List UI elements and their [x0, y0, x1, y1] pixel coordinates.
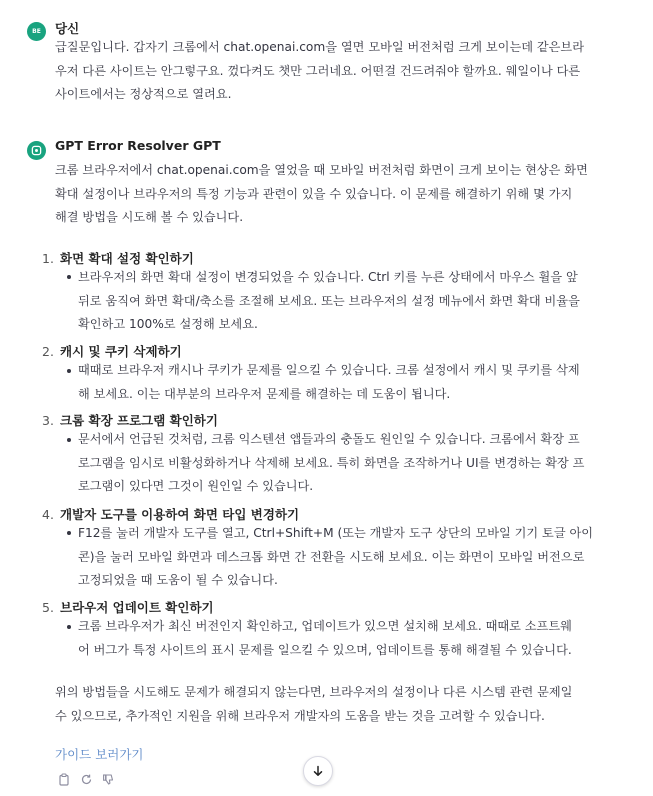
step-1-line: 뒤로 움직여 화면 확대/축소를 조절해 보세요. 또는 브라우저의 설정 메뉴에서 화면 확대 비율을: [78, 293, 580, 308]
assistant-outro: [55, 681, 645, 728]
bullet-dot: [67, 531, 71, 535]
outro-line: 수 있으므로, 추가적인 지원을 위해 브라우저 개발자의 도움을 받는 것을 고려할 수 있습니다.: [55, 708, 545, 723]
bullet-dot: [67, 369, 71, 373]
thumbs-down-icon[interactable]: [101, 772, 115, 786]
step-3-title: [42, 411, 218, 429]
message-actions: [57, 772, 115, 786]
step-1-title-text: 화면 확대 설정 확인하기: [60, 251, 194, 266]
clipboard-icon[interactable]: [57, 772, 71, 786]
step-4-title: [42, 505, 299, 523]
user-message-line: 급질문입니다. 갑자기 크롬에서 chat.openai.com을 열면 모바일 버전처럼 크게 보이는데 같은브라: [55, 40, 584, 54]
step-3-body: [78, 428, 584, 499]
user-avatar: [27, 22, 46, 41]
user-message-text: [55, 36, 645, 107]
step-1-title: [42, 249, 194, 267]
step-5-line: 어 버그가 특정 사이트의 표시 문제를 일으킬 수 있으며, 업데이트를 통해 해결될 수 있습니다.: [78, 642, 572, 657]
intro-line: 해결 방법을 시도해 볼 수 있습니다.: [55, 210, 244, 225]
step-4-line: F12를 눌러 개발자 도구를 열고, Ctrl+Shift+M (또는 개발자 도구 상단의 모바일 기기 토글 아이: [78, 526, 594, 540]
step-2-number: 2.: [42, 344, 54, 359]
outro-line: 위의 방법들을 시도해도 문제가 해결되지 않는다면, 브라우저의 설정이나 다른 시스템 관련 문제일: [55, 685, 573, 699]
bullet-dot: [67, 625, 71, 629]
step-2-body: [78, 359, 580, 406]
step-2-title-text: 캐시 및 쿠키 삭제하기: [60, 344, 182, 359]
step-4-title-text: 개발자 도구를 이용하여 화면 타입 변경하기: [60, 507, 300, 522]
assistant-intro: [55, 159, 645, 230]
step-4-line: 콘)을 눌러 모바일 화면과 데스크톱 화면 간 전환을 시도해 보세요. 이는 화면이 모바일 버전으로: [78, 549, 585, 564]
step-3-title-text: 크롬 확장 프로그램 확인하기: [60, 413, 218, 428]
guide-link[interactable]: 가이드 보러가기: [55, 747, 144, 762]
bullet-dot: [67, 438, 71, 442]
step-5-line: 크롬 브라우저가 최신 버전인지 확인하고, 업데이트가 있으면 설치해 보세요. 때때로 소프트웨: [78, 619, 572, 633]
step-5-title: [42, 598, 214, 616]
step-5-body: [78, 615, 572, 662]
gpt-avatar: [27, 141, 46, 160]
step-3-line: 문서에서 언급된 것처럼, 크롬 익스텐션 앱들과의 충돌도 원인일 수 있습니다. 크롬에서 확장 프: [78, 432, 580, 446]
step-3-line: 로그램이 있다면 그것이 원인일 수 있습니다.: [78, 479, 314, 494]
step-1-body: [78, 266, 580, 337]
step-1-number: 1.: [42, 251, 54, 266]
step-2-line: 해 보세요. 이는 대부분의 브라우저 문제를 해결하는 데 도움이 됩니다.: [78, 386, 451, 401]
user-avatar-initials: BE: [32, 28, 41, 35]
step-5-number: 5.: [42, 600, 54, 615]
step-4-number: 4.: [42, 507, 54, 522]
scroll-to-bottom-button[interactable]: [303, 756, 333, 786]
user-message-line: 우저 다른 사이트는 안그렇구요. 껐다켜도 챗만 그러네요. 어떤걸 건드려줘야 할까요. 웨일이나 다른: [55, 63, 581, 78]
step-2-title: [42, 342, 182, 360]
gpt-logo-icon: [31, 141, 42, 160]
user-message-line: 사이트에서는 정상적으로 열려요.: [55, 87, 232, 102]
step-1-line: 브라우저의 화면 확대 설정이 변경되었을 수 있습니다. Ctrl 키를 누른 상태에서 마우스 휠을 앞: [78, 270, 578, 284]
intro-line: 크롬 브라우저에서 chat.openai.com을 열었을 때 모바일 버전처럼 화면이 크게 보이는 현상은 화면: [55, 163, 588, 177]
step-2-line: 때때로 브라우저 캐시나 쿠키가 문제를 일으킬 수 있습니다. 크롬 설정에서 캐시 및 쿠키를 삭제: [78, 363, 580, 377]
user-author-name: 당신: [55, 21, 80, 36]
arrow-down-icon: [312, 762, 324, 781]
assistant-author-name: GPT Error Resolver GPT: [55, 138, 221, 153]
refresh-icon[interactable]: [79, 772, 93, 786]
step-5-title-text: 브라우저 업데이트 확인하기: [60, 600, 214, 615]
intro-line: 확대 설정이나 브라우저의 특정 기능과 관련이 있을 수 있습니다. 이 문제를 해결하기 위해 몇 가지: [55, 186, 573, 201]
step-3-number: 3.: [42, 413, 54, 428]
step-3-line: 로그램을 임시로 비활성화하거나 삭제해 보세요. 특히 화면을 조작하거나 UI를 변경하는 확장 프: [78, 455, 585, 470]
step-4-body: [78, 522, 593, 593]
bullet-dot: [67, 275, 71, 279]
step-4-line: 고정되었을 때 도움이 될 수 있습니다.: [78, 573, 278, 588]
step-1-line: 확인하고 100%로 설정해 보세요.: [78, 317, 258, 332]
